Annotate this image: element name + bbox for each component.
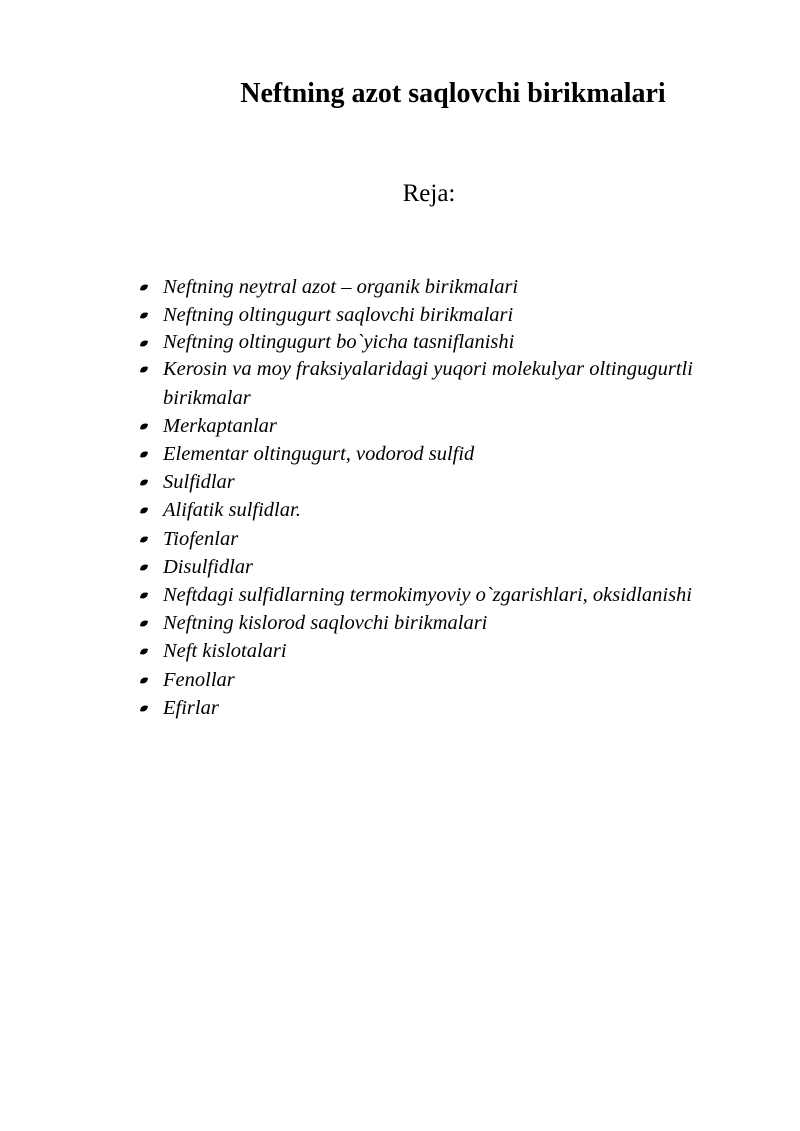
list-item-label: Neftning neytral azot – organik birikmalari <box>163 276 519 298</box>
leaf-bullet-icon <box>139 581 149 609</box>
leaf-bullet-icon <box>139 496 149 524</box>
plan-heading: Reja: <box>402 180 456 207</box>
leaf-bullet-icon <box>139 273 149 301</box>
list-item-label: Neftning oltingugurt bo`yicha tasniflanishi <box>163 331 515 354</box>
leaf-bullet-icon <box>139 412 149 440</box>
leaf-bullet-icon <box>139 553 149 581</box>
list-item-label: Merkaptanlar <box>163 414 277 437</box>
leaf-bullet-icon <box>139 609 149 637</box>
list-item <box>163 412 763 440</box>
list-item <box>163 273 763 301</box>
leaf-bullet-icon <box>139 355 149 383</box>
list-item-label: Alifatik sulfidlar. <box>163 499 301 522</box>
list-item <box>163 581 763 609</box>
list-item <box>163 440 763 468</box>
list-item-label: Fenollar <box>163 668 235 691</box>
list-item <box>163 468 763 496</box>
list-item-label: Neftning kislorod saqlovchi birikmalari <box>163 612 488 635</box>
leaf-bullet-icon <box>139 637 149 665</box>
list-item <box>163 666 763 694</box>
leaf-bullet-icon <box>139 329 149 357</box>
list-item <box>163 637 763 665</box>
leaf-bullet-icon <box>139 666 149 694</box>
list-item-label: Kerosin va moy fraksiyalaridagi yuqori molekulyar oltingugurtli birikmalar <box>163 358 693 409</box>
leaf-bullet-icon <box>139 694 149 722</box>
list-item-label: Neft kislotalari <box>163 640 287 663</box>
list-item-label: Disulfidlar <box>163 555 253 578</box>
list-item <box>163 496 763 524</box>
list-item-label: Efirlar <box>163 696 219 719</box>
list-item <box>163 609 763 637</box>
leaf-bullet-icon <box>139 525 149 553</box>
plan-list <box>163 273 763 722</box>
leaf-bullet-icon <box>139 440 149 468</box>
list-item-label: Tiofenlar <box>163 527 239 550</box>
list-item-label: Neftning oltingugurt saqlovchi birikmalari <box>163 304 514 327</box>
leaf-bullet-icon <box>139 468 149 496</box>
list-item <box>163 553 763 581</box>
list-item <box>163 355 763 411</box>
document-title: Neftning azot saqlovchi birikmalari <box>240 78 666 109</box>
list-item-label: Sulfidlar <box>163 471 235 494</box>
list-item <box>163 525 763 553</box>
list-item <box>163 694 763 722</box>
list-item <box>163 301 763 329</box>
leaf-bullet-icon <box>139 301 149 329</box>
list-item-label: Elementar oltingugurt, vodorod sulfid <box>163 443 475 466</box>
list-item-label: Neftdagi sulfidlarning termokimyoviy o`zgarishlari, oksidlanishi <box>163 584 692 607</box>
list-item <box>163 329 763 355</box>
